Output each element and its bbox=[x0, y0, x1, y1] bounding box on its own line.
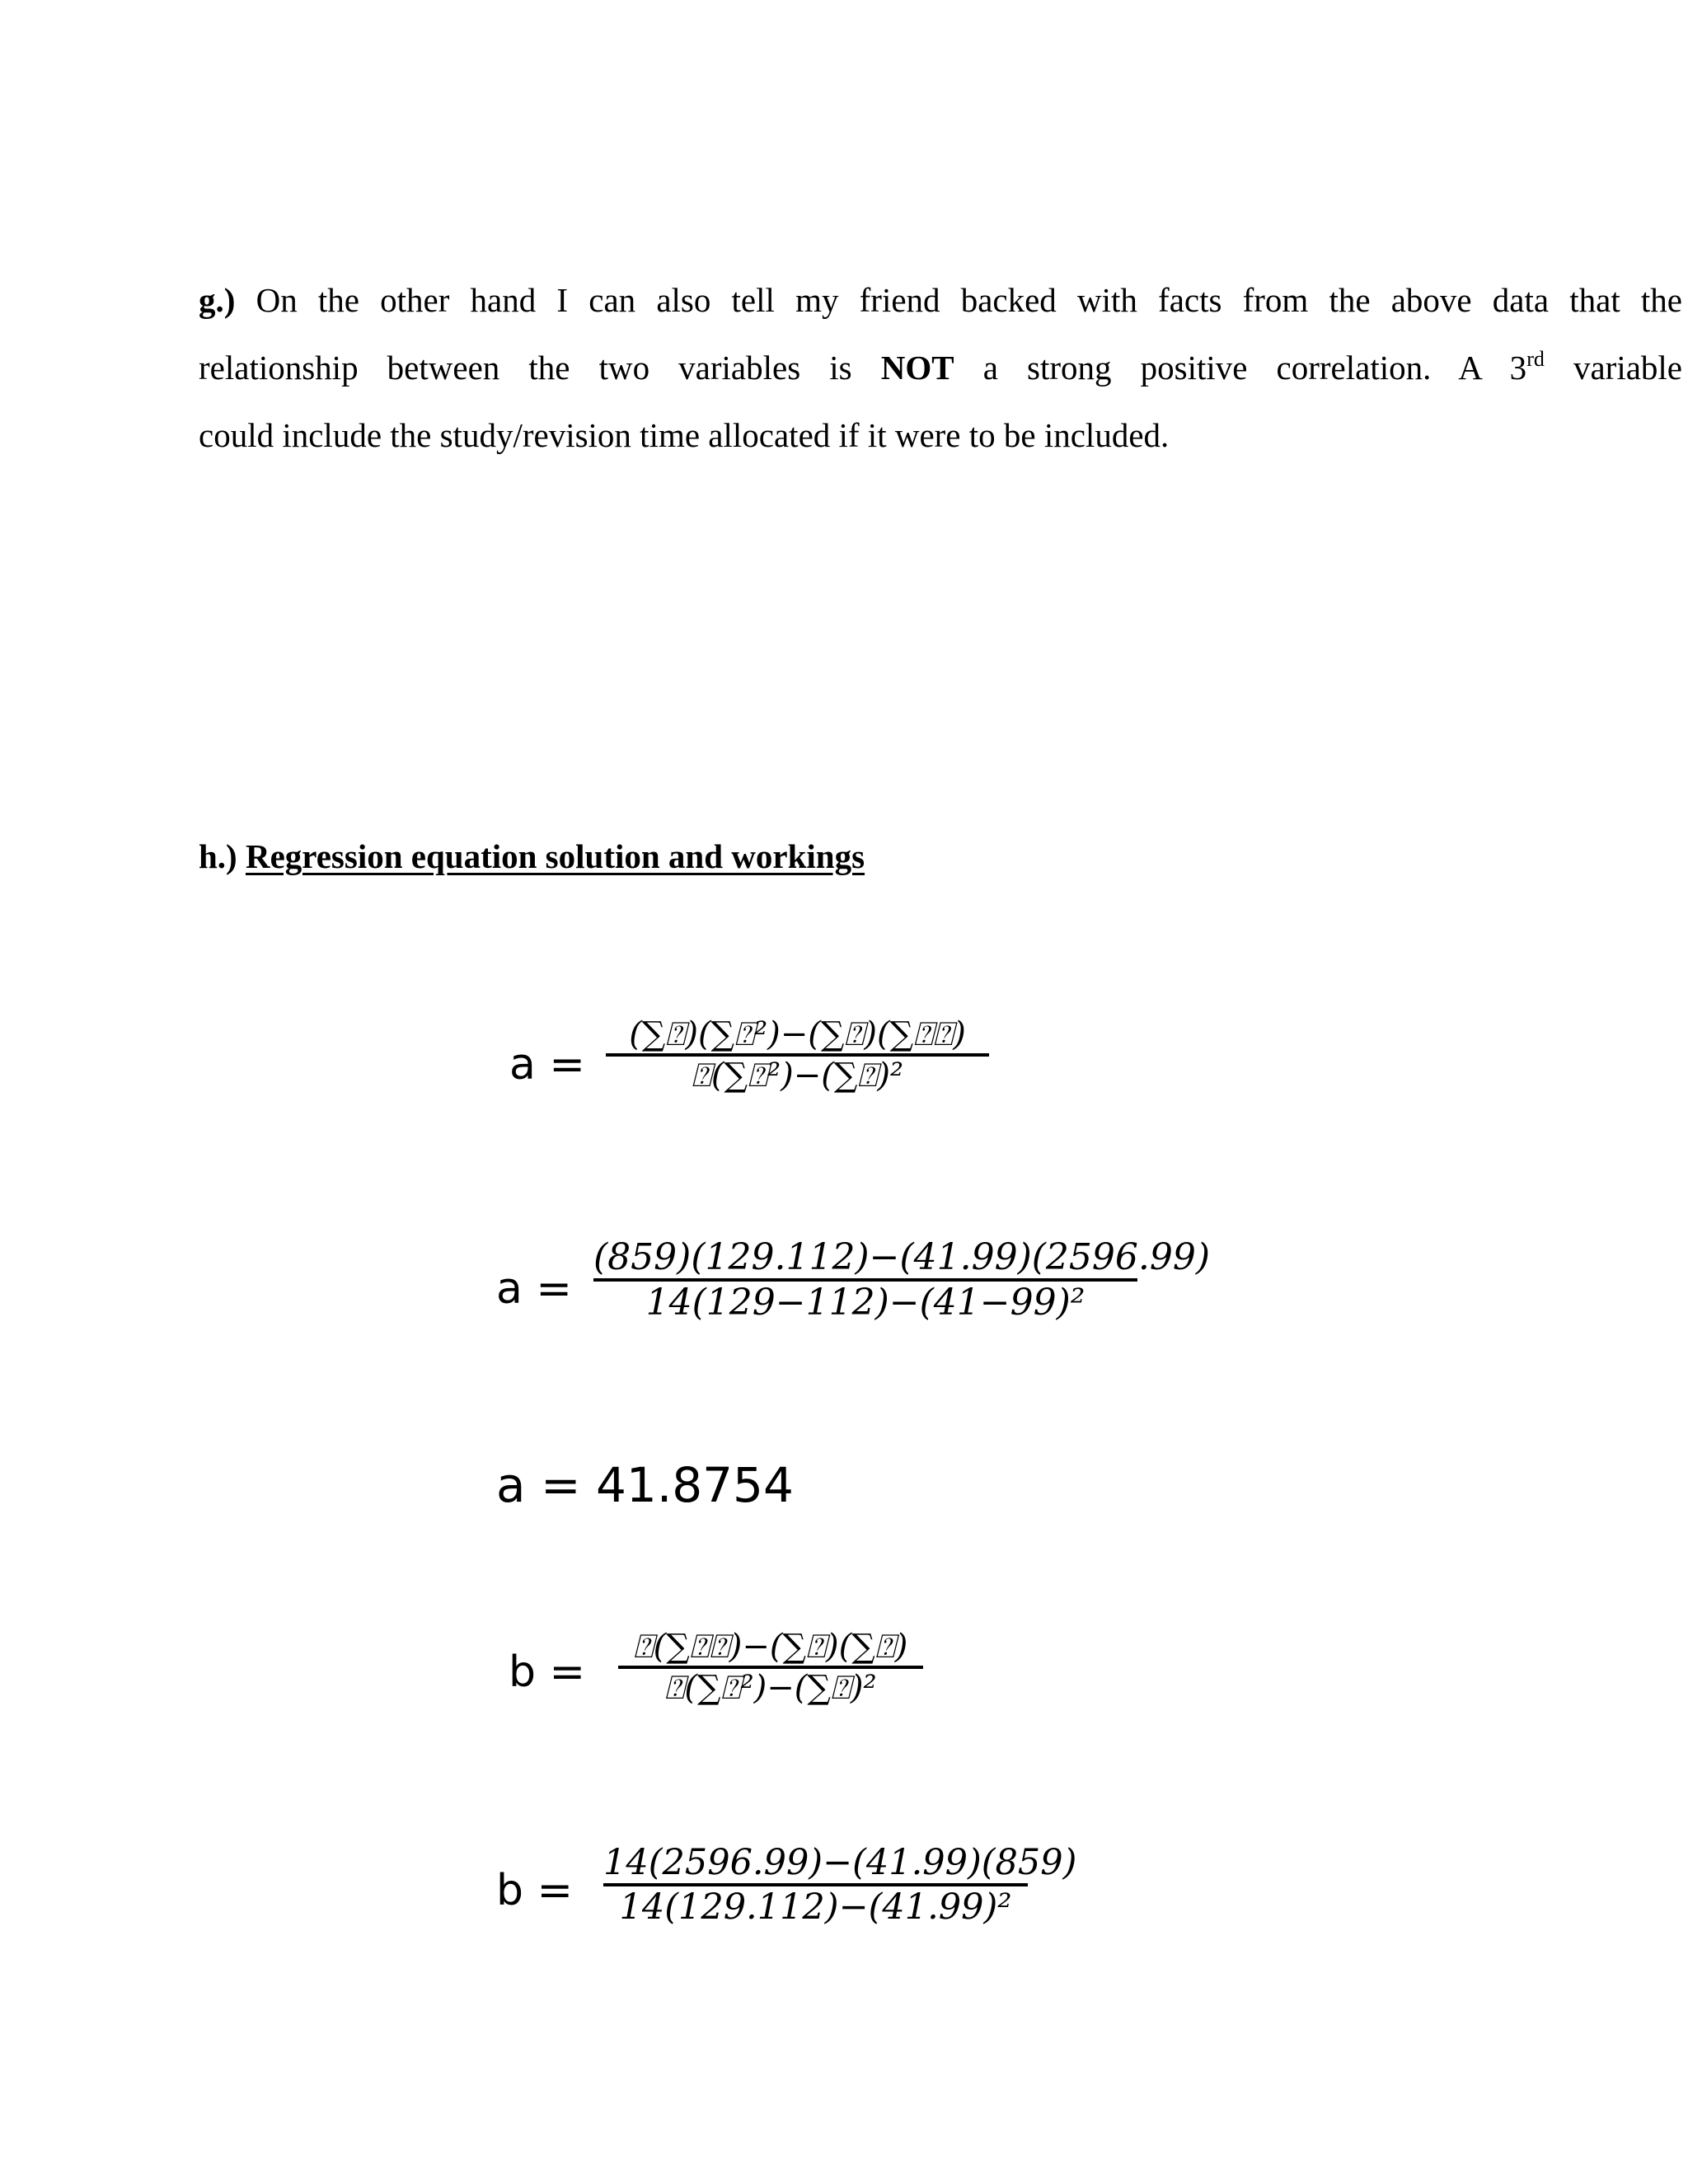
section-g-line-1 bbox=[199, 266, 1682, 334]
section-g-text-2a: relationship between the two variables is bbox=[199, 349, 852, 387]
b-formula-denominator: ⍰(∑⍰²)−(∑⍰)² bbox=[664, 1669, 877, 1707]
section-g-text-2b: a strong positive correlation. A 3 bbox=[982, 349, 1527, 387]
section-g-label: g.) bbox=[199, 281, 236, 319]
a-result: a = 41.8754 bbox=[496, 1457, 794, 1513]
section-g-emphasis: NOT bbox=[880, 349, 954, 387]
a-formula-lhs: a = bbox=[509, 1040, 585, 1090]
section-h-title: Regression equation solution and workings bbox=[245, 837, 865, 875]
b-substituted-numerator: 14(2596.99)−(41.99)(859) bbox=[603, 1842, 1077, 1883]
b-substituted-denominator: 14(129.112)−(41.99)² bbox=[619, 1886, 1012, 1928]
b-substituted-lhs: b = bbox=[496, 1866, 574, 1915]
a-substituted-denominator: 14(129−112)−(41−99)² bbox=[645, 1282, 1085, 1324]
a-substituted-numerator: (859)(129.112)−(41.99)(2596.99) bbox=[593, 1236, 1211, 1278]
a-substituted-fraction bbox=[593, 1236, 1211, 1324]
section-h-label: h.) bbox=[199, 837, 237, 875]
a-substituted-lhs: a = bbox=[496, 1264, 572, 1314]
section-g-superscript: rd bbox=[1526, 347, 1545, 371]
b-formula-lhs: b = bbox=[509, 1647, 586, 1697]
section-g-paragraph bbox=[199, 266, 1682, 469]
b-substituted-fraction bbox=[603, 1842, 1077, 1928]
section-g-line-3 bbox=[199, 401, 1682, 469]
section-g-text-1: On the other hand I can also tell my friend backed with facts from the above data that the bbox=[256, 281, 1683, 319]
a-formula-numerator: (∑⍰)(∑⍰²)−(∑⍰)(∑⍰⍰) bbox=[629, 1015, 966, 1053]
section-g-text-3: could include the study/revision time allocated if it were to be included. bbox=[199, 416, 1170, 454]
section-h-heading bbox=[199, 837, 865, 876]
section-g-text-2c: variable bbox=[1573, 349, 1682, 387]
a-formula-fraction bbox=[606, 1015, 989, 1094]
b-formula-fraction bbox=[618, 1628, 923, 1707]
b-formula-numerator: ⍰(∑⍰⍰)−(∑⍰)(∑⍰) bbox=[633, 1628, 908, 1666]
section-g-line-2 bbox=[199, 334, 1682, 401]
a-formula-denominator: ⍰(∑⍰²)−(∑⍰)² bbox=[691, 1057, 904, 1094]
